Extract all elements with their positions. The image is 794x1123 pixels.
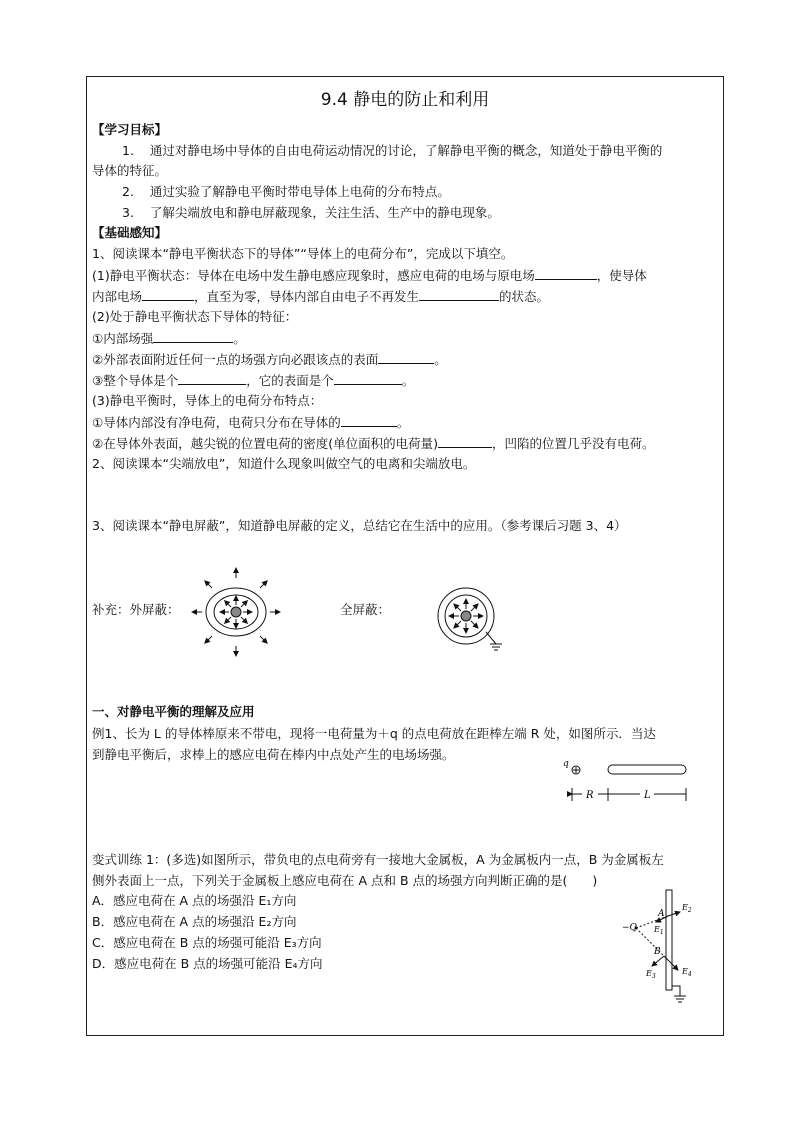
point-b-label: B xyxy=(654,947,661,957)
metal-plate-diagram xyxy=(620,886,700,1010)
full-shielding-diagram xyxy=(432,586,512,654)
inner-field-line xyxy=(454,621,461,628)
inner-field-line xyxy=(471,604,478,611)
goal-item-2: 2. 通过实验了解静电平衡时带电导体上电荷的分布特点。 xyxy=(122,184,450,199)
negative-charge-label: −Q xyxy=(622,923,637,933)
full-shielding-label: 全屏蔽： xyxy=(340,602,391,617)
answer-blank[interactable] xyxy=(535,265,597,280)
option-c[interactable]: C．感应电荷在 B 点的场强可能沿 E₃方向 xyxy=(92,935,322,950)
question-3: 3、阅读课本“静电屏蔽”，知道静电屏蔽的定义，总结它在生活中的应用。（参考课后习题 3、4） xyxy=(92,518,627,533)
goal-item-1-cont: 导体的特征。 xyxy=(92,163,168,178)
section-1-heading: 一、对静电平衡的理解及应用 xyxy=(92,704,255,719)
e1-label: $E_1$ xyxy=(654,925,664,936)
option-b[interactable]: B．感应电荷在 A 点的场强沿 E₂方向 xyxy=(92,914,297,929)
variant-1-line-1: 变式训练 1：(多选)如图所示，带负电的点电荷旁有一接地大金属板，A 为金属板内一点，B 为金属板左 xyxy=(92,852,664,867)
goal-item-3: 3. 了解尖端放电和静电屏蔽现象，关注生活、生产中的静电现象。 xyxy=(122,205,500,220)
fill-line-4: ②外部表面附近任何一点的场强方向必跟该点的表面 。 xyxy=(92,349,447,370)
fill-line-1: (1)静电平衡状态：导体在电场中发生静电感应现象时，感应电荷的电场与原电场 ，使导体 xyxy=(92,265,647,286)
point-a-label: A xyxy=(658,909,665,919)
basics-heading: 【基础感知】 xyxy=(92,225,168,240)
outer-field-line xyxy=(260,636,267,643)
fill-line-7: ②在导体外表面，越尖锐的位置电荷的密度(单位面积的电荷量) ，凹陷的位置几乎没有电荷。 xyxy=(92,433,654,454)
outer-field-line xyxy=(260,581,267,588)
inner-field-line xyxy=(454,604,461,611)
page-title: 9.4 静电的防止和利用 xyxy=(320,90,490,110)
answer-blank[interactable] xyxy=(341,412,397,427)
inner-field-line xyxy=(225,601,231,607)
option-d[interactable]: D．感应电荷在 B 点的场强可能沿 E₄方向 xyxy=(92,956,323,971)
inner-field-line xyxy=(241,601,247,607)
option-a[interactable]: A．感应电荷在 A 点的场强沿 E₁方向 xyxy=(92,893,297,908)
goal-item-1: 1. 通过对静电场中导体的自由电荷运动情况的讨论，了解静电平衡的概念，知道处于静电平衡的 xyxy=(122,143,663,158)
feature-heading: (2)处于静电平衡状态下导体的特征： xyxy=(92,309,298,324)
e4-label: $E_4$ xyxy=(682,967,692,978)
e3-label: $E_3$ xyxy=(646,969,656,980)
outer-field-line xyxy=(205,581,212,588)
answer-blank[interactable] xyxy=(178,370,246,385)
distribution-heading: (3)静电平衡时，导体上的电荷分布特点： xyxy=(92,393,323,408)
answer-blank[interactable] xyxy=(153,328,233,343)
variant-1-line-2: 侧外表面上一点，下列关于金属板上感应电荷在 A 点和 B 点的场强方向判断正确的是( ) xyxy=(92,873,598,888)
answer-blank[interactable] xyxy=(419,286,499,301)
question-2: 2、阅读课本“尖端放电”，知道什么现象叫做空气的电离和尖端放电。 xyxy=(92,456,476,471)
outer-shielding-diagram xyxy=(190,566,282,658)
answer-blank[interactable] xyxy=(438,433,492,448)
outer-field-line xyxy=(205,636,212,643)
answer-blank[interactable] xyxy=(378,349,434,364)
outer-shielding-label: 补充：外屏蔽： xyxy=(92,602,180,617)
fill-line-5: ③整个导体是个 ，它的表面是个 。 xyxy=(92,370,414,391)
charge-label: q xyxy=(563,759,569,769)
fill-line-3: ①内部场强 。 xyxy=(92,328,246,349)
inner-field-line xyxy=(225,617,231,623)
goals-heading: 【学习目标】 xyxy=(92,122,168,137)
question-1: 1、阅读课本“静电平衡状态下的导体”“导体上的电荷分布”，完成以下填空。 xyxy=(92,246,514,261)
fill-line-2: 内部电场 ，直至为零，导体内部自由电子不再发生 的状态。 xyxy=(92,286,549,307)
answer-blank[interactable] xyxy=(142,286,194,301)
length-l-label: L xyxy=(644,790,651,801)
example-1-line-1: 例1、长为 L 的导体棒原来不带电，现将一电荷量为＋q 的点电荷放在距棒左端 R 处，如图所示．当达 xyxy=(92,726,656,741)
inner-field-line xyxy=(241,617,247,623)
example-1-line-2: 到静电平衡后，求棒上的感应电荷在棒内中点处产生的电场场强。 xyxy=(92,747,455,762)
rod-diagram xyxy=(560,758,692,806)
answer-blank[interactable] xyxy=(334,370,402,385)
fill-line-6: ①导体内部没有净电荷，电荷只分布在导体的 。 xyxy=(92,412,409,433)
e2-label: $E_2$ xyxy=(682,903,692,914)
inner-field-line xyxy=(471,621,478,628)
distance-r-label: R xyxy=(586,790,594,801)
